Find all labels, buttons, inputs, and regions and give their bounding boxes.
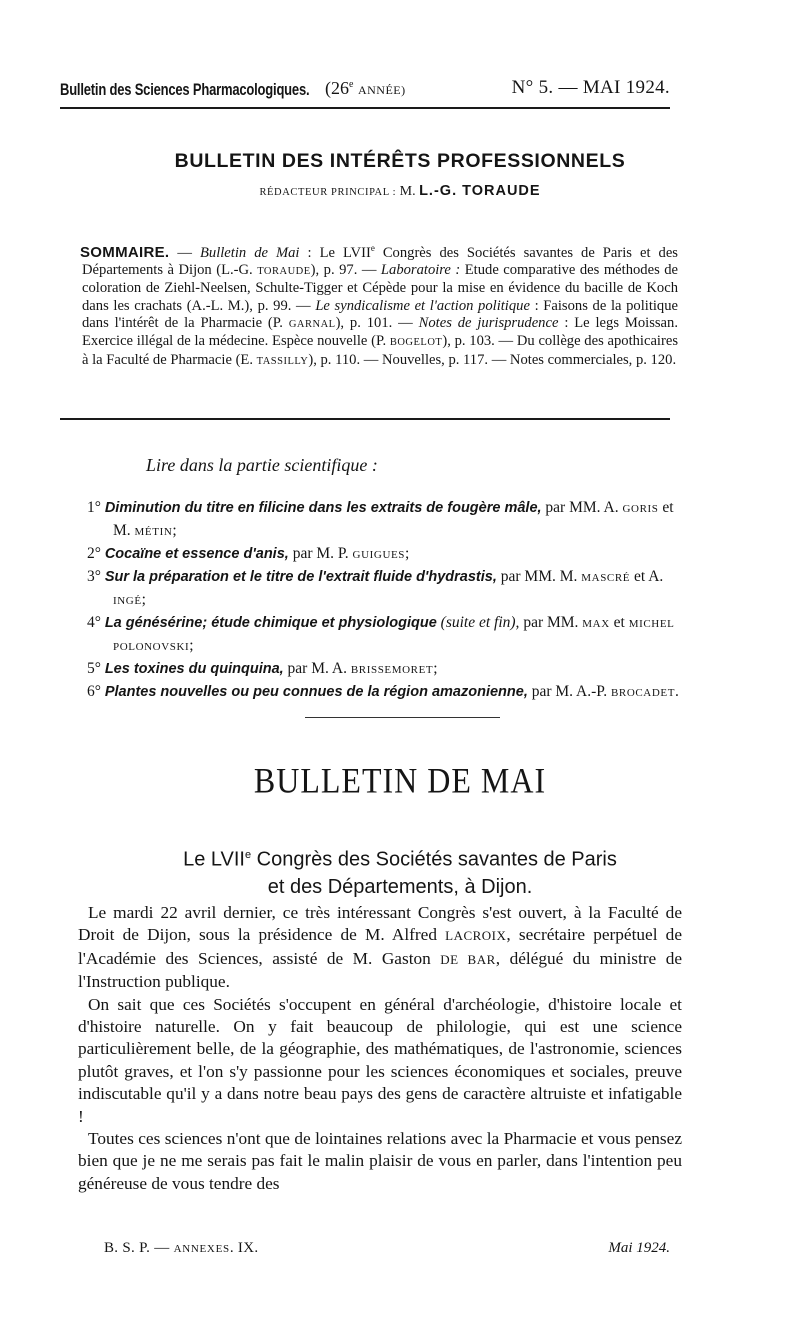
item-number: 3° — [87, 568, 101, 585]
item-by: par MM. M. — [496, 568, 582, 585]
item-number: 4° — [87, 614, 101, 631]
item-number: 2° — [87, 545, 101, 562]
editor-role: RÉDACTEUR PRINCIPAL : — [259, 187, 397, 198]
item-title: Cocaïne et essence d'anis, — [104, 546, 289, 562]
item-author: INGÉ — [113, 595, 142, 607]
item-end: ; — [189, 637, 194, 654]
item-author: BRISSEMORET — [350, 664, 434, 676]
summary-label: SOMMAIRE. — [80, 243, 170, 261]
footer-date: Mai 1924. — [608, 1240, 670, 1256]
issue-number: N° 5. — MAI 1924. — [511, 77, 670, 98]
scientific-item — [78, 681, 683, 704]
footer-left: B. S. P. — ANNEXES. IX. — [104, 1240, 259, 1256]
scientific-item — [78, 497, 683, 543]
item-joiner: et — [609, 614, 629, 631]
summary-author: BOGELOT — [389, 337, 443, 349]
summary-item-title: Laboratoire : — [380, 262, 461, 279]
item-end: ; — [405, 545, 410, 562]
item-number: 6° — [87, 683, 101, 700]
paragraph: Toutes ces sciences n'ont que de lointaines relations avec la Pharmacie et vous pensez bien que je ne me serais pas fait le malin plaisir de vous en parler, dans l'intention peu généreuse de vous tendre des — [78, 1129, 682, 1193]
running-header — [60, 77, 670, 102]
scientific-item — [78, 612, 683, 658]
item-author: BROCADET — [610, 687, 676, 699]
editor-prefix: M. — [399, 184, 416, 199]
item-title: Sur la préparation et le titre de l'extrait fluide d'hydrastis, — [104, 569, 497, 585]
summary-item-title: Bulletin de Mai — [199, 244, 300, 261]
paragraph: On sait que ces Sociétés s'occupent en général d'archéologie, d'histoire locale et d'histoire naturelle. On y fait beaucoup de philologie, qui est une science particulièrement belle, de la géographie, des mathématiques, de l'astronomie, sciences plutôt graves, et l'on s'y passionne pour les sciences économiques et sociales, preuve indiscutable qu'il y a dans notre beau pays des gens de caractère altruiste et infatigable ! — [78, 994, 682, 1126]
item-joiner: et A. — [630, 568, 664, 585]
item-by: par M. A.-P. — [527, 683, 611, 700]
summary-item-title: Le syndicalisme et l'action politique — [315, 297, 530, 314]
summary-item-title: Notes de jurisprudence — [418, 315, 559, 332]
summary-author: TASSILLY — [256, 355, 309, 367]
item-author: MASCRÉ — [581, 572, 631, 584]
item-author: MÉTIN — [134, 526, 173, 538]
item-end: ; — [141, 591, 146, 608]
editor-line — [0, 183, 800, 200]
scientific-list — [78, 497, 683, 704]
summary-author: TORAUDE — [257, 266, 311, 278]
item-title: La génésérine; étude chimique et physiologique — [104, 615, 437, 631]
list-rule — [305, 717, 500, 718]
item-note: (suite et fin), — [436, 614, 520, 631]
volume-year: (26e ANNÉE) — [325, 78, 406, 98]
person-name: LACROIX — [445, 928, 507, 944]
item-number: 1° — [87, 499, 101, 516]
scientific-item — [78, 658, 683, 681]
item-end: ; — [433, 660, 438, 677]
item-by: par M. A. — [283, 660, 351, 677]
item-author: MICHEL POLONOVSKI — [113, 618, 675, 653]
scientific-intro: Lire dans la partie scientifique : — [146, 455, 378, 475]
item-author: GORIS — [622, 503, 659, 515]
item-by: par MM. — [519, 614, 583, 631]
item-by: par MM. A. — [541, 499, 623, 516]
summary-author: GARNAL — [288, 319, 336, 331]
scientific-item — [78, 566, 683, 612]
item-joiner: et M. — [113, 499, 674, 539]
scientific-item — [78, 543, 683, 566]
editor-name: L.-G. TORAUDE — [419, 183, 541, 199]
item-end: . — [675, 683, 679, 700]
item-author: MAX — [582, 618, 610, 630]
item-end: ; — [172, 522, 177, 539]
article-heading: Le LVIIe Congrès des Sociétés savantes de Paris et des Départements, à Dijon. — [183, 848, 617, 898]
person-name: DE BAR — [440, 951, 496, 967]
paragraph: Le mardi 22 avril dernier, ce très intéressant Congrès s'est ouvert, à la Faculté de Droit de Dijon, sous la présidence de M. Alfred LACROIX, secrétaire perpétuel de l'Académie des Sciences, assisté de M. Gaston DE BAR, délégué du ministre de l'Instruction publique. — [78, 903, 683, 992]
bulletin-title: BULLETIN DE MAI — [253, 760, 547, 801]
summary-rule — [60, 418, 670, 420]
header-rule — [60, 107, 670, 109]
article-body — [78, 902, 682, 1195]
item-author: GUIGUES — [352, 549, 406, 561]
item-by: par M. P. — [288, 545, 353, 562]
item-number: 5° — [87, 660, 101, 677]
section-title: BULLETIN DES INTÉRÊTS PROFESSIONNELS — [174, 150, 626, 172]
summary-block: SOMMAIRE. — Bulletin de Mai : Le LVIIe Congrès des Sociétés savantes de Paris et des Départements à Dijon (L.-G. TORAUDE), p. 97. — Laboratoire : Etude comparative des méthodes de coloration de Ziehl-Neelsen, Schulte-Tigger et Cépède pour la mise en évidence du bacille de Koch dans les crachats (A.-L. M.), p. 99. — Le syndicalisme et l'action politique : Faisons de la politique dans l'intérêt de la Pharmacie (P. GARNAL), p. 101. — Notes de jurisprudence : Le legs Moissan. Exercice illégal de la médecine. Espèce nouvelle (P. BOGELOT), p. 103. — Du collège des apothicaires à la Faculté de Pharmacie (E. TASSILLY), p. 110. — Nouvelles, p. 117. — Notes commerciales, p. 120. — [80, 243, 679, 368]
journal-name: Bulletin des Sciences Pharmacologiques. — [60, 80, 310, 99]
item-title: Diminution du titre en filicine dans les extraits de fougère mâle, — [104, 500, 542, 516]
item-title: Plantes nouvelles ou peu connues de la région amazonienne, — [104, 684, 528, 700]
item-title: Les toxines du quinquina, — [104, 661, 284, 677]
